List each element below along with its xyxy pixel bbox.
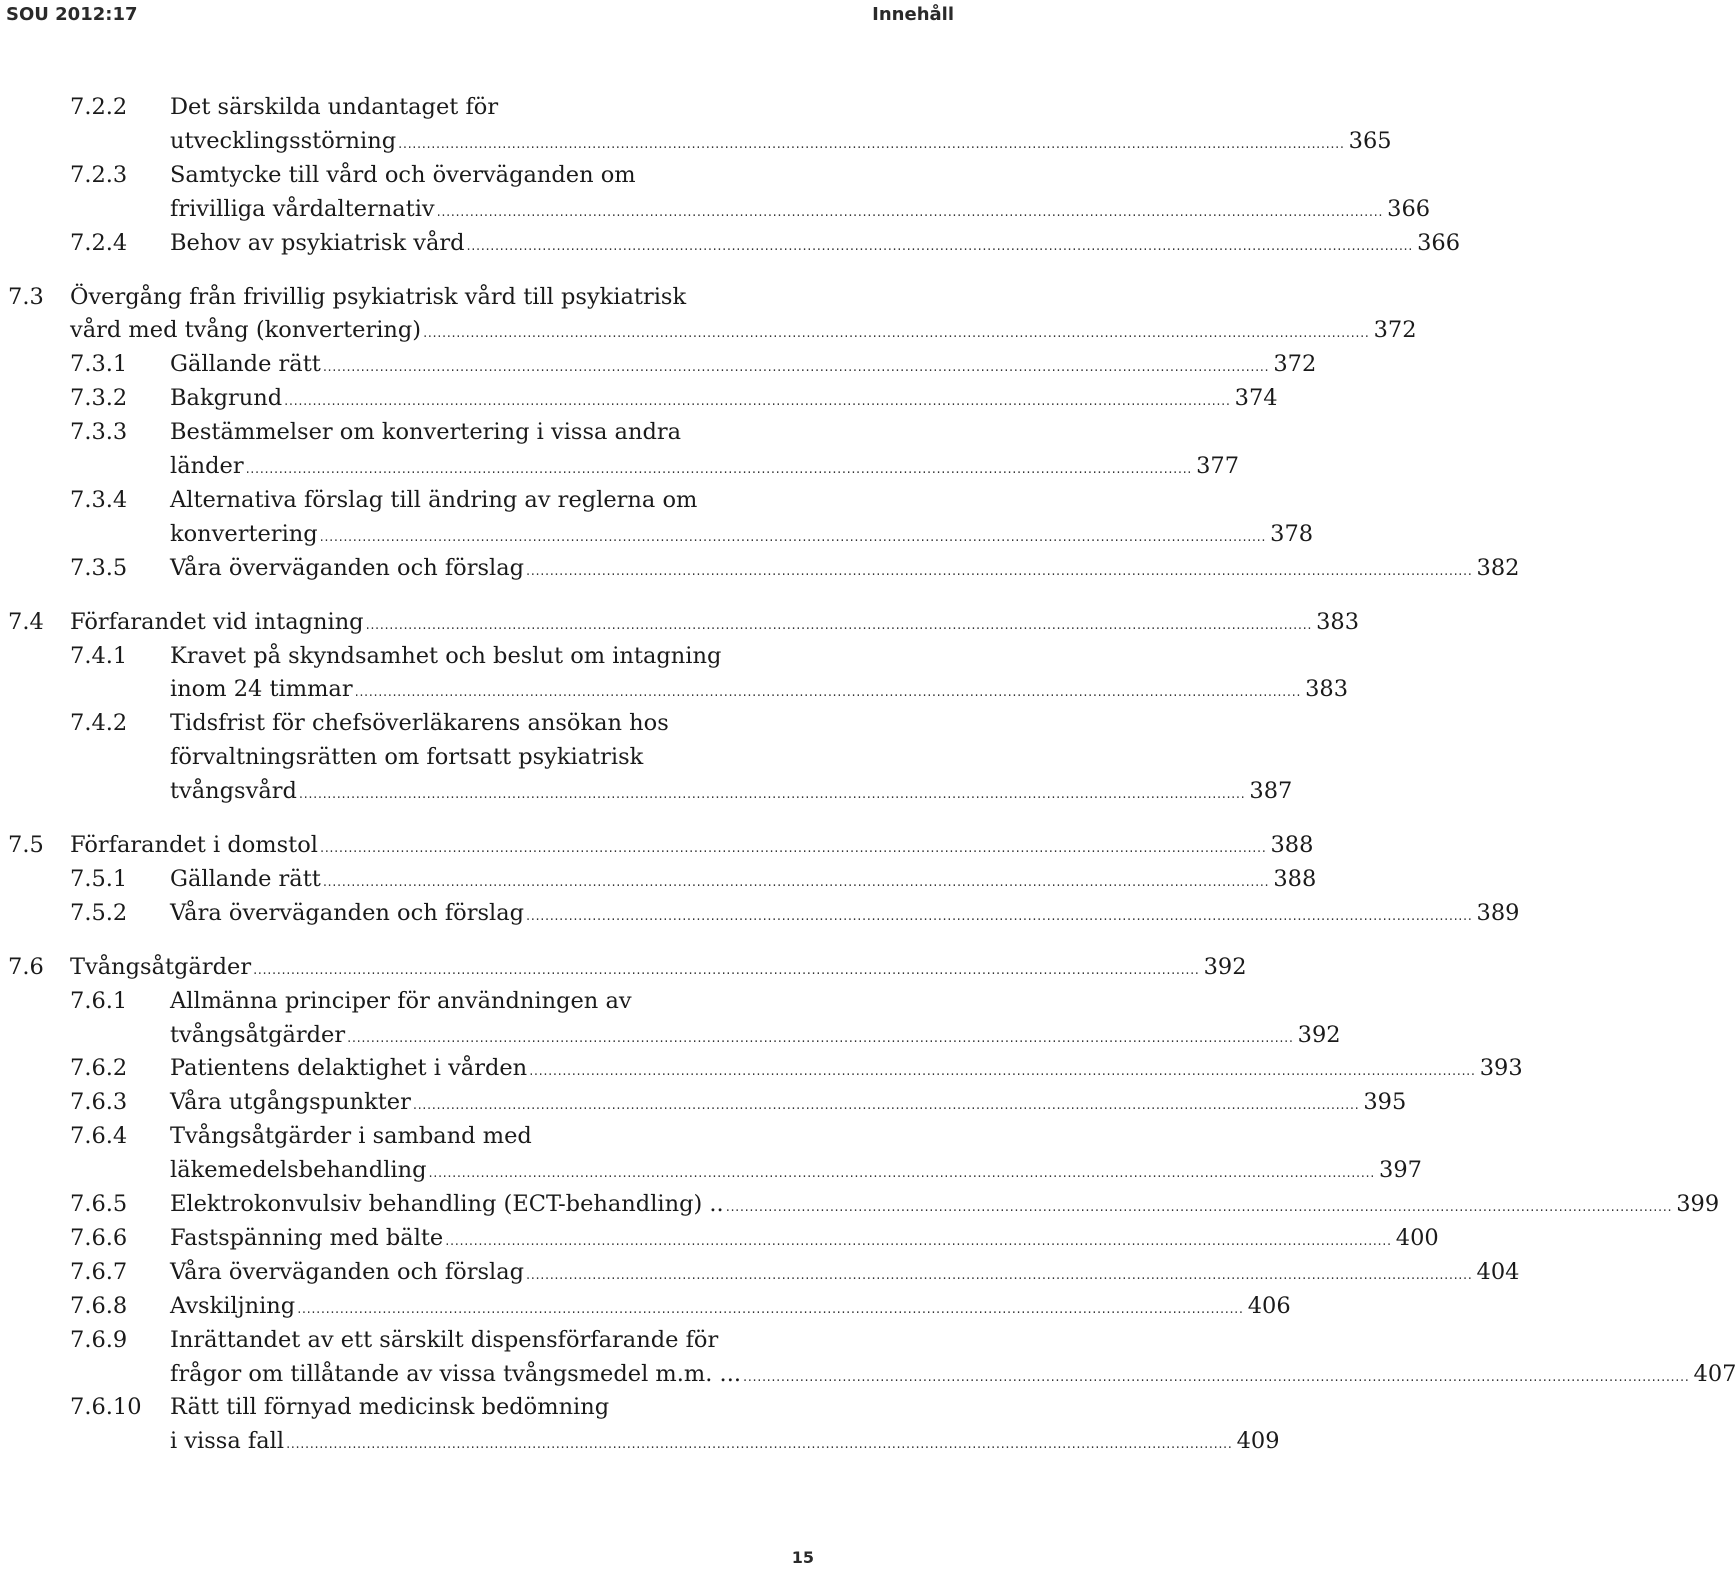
toc-entry-page: 382 xyxy=(1476,554,1520,581)
dot-leader: ........................................................................................................................................................................................................ xyxy=(725,1200,1673,1215)
toc-entry-title: Rätt till förnyad medicinsk bedömning xyxy=(170,1394,610,1421)
toc-entry-title: tvångsvård xyxy=(170,778,297,805)
dot-leader: ........................................................................................................................................................................................................ xyxy=(253,962,1200,978)
dot-leader: ........................................................................................................................................................................................................ xyxy=(445,1233,1392,1249)
dot-leader: ........................................................................................................................................................................................................ xyxy=(423,326,1370,342)
toc-entry-title: vård med tvång (konvertering) xyxy=(70,317,422,344)
toc-entry-number: 7.5.1 xyxy=(70,865,128,892)
toc-entry-last-line xyxy=(70,347,1317,381)
toc-entry-title: Bakgrund xyxy=(170,385,283,412)
toc-entry-title: frivilliga vårdalternativ xyxy=(170,195,435,222)
toc-entry-last-line xyxy=(170,449,1240,483)
toc-entry-number: 7.6.9 xyxy=(70,1326,128,1353)
toc-entry-page: 366 xyxy=(1417,229,1461,256)
dot-leader: ........................................................................................................................................................................................................ xyxy=(526,1267,1473,1283)
toc-entry-number: 7.6.4 xyxy=(70,1123,128,1150)
toc-entry-number: 7.3.2 xyxy=(70,385,128,412)
dot-leader: ........................................................................................................................................................................................................ xyxy=(526,563,1473,579)
toc-entry-line xyxy=(170,740,814,774)
toc-entry-title: Allmänna principer för användningen av xyxy=(170,987,632,1014)
toc-entry-title: Tvångsåtgärder xyxy=(70,953,252,980)
toc-entry-title: Elektrokonvulsiv behandling (ECT-behandling) .. xyxy=(170,1191,724,1217)
toc-entry-title: Förfarandet i domstol xyxy=(70,832,318,858)
toc-entry-number: 7.5 xyxy=(8,832,44,858)
toc-entry-number: 7.3.3 xyxy=(70,419,128,446)
toc-entry-title: frågor om tillåtande av vissa tvångsmedel m.m. ... xyxy=(170,1360,742,1387)
toc-entry-number: 7.6.3 xyxy=(70,1089,128,1116)
toc-entry-last-line xyxy=(70,551,1520,585)
dot-leader: ........................................................................................................................................................................................................ xyxy=(398,136,1345,152)
toc-entry-number: 7.3.4 xyxy=(70,486,128,513)
toc-entry-title: utvecklingsstörning xyxy=(170,127,397,154)
toc-entry-number: 7.2.4 xyxy=(70,229,128,256)
dot-leader: ........................................................................................................................................................................................................ xyxy=(284,394,1231,410)
toc-entry-last-line xyxy=(8,950,1247,984)
toc-entry-number: 7.6 xyxy=(8,953,44,980)
toc-entry-line xyxy=(70,639,814,673)
toc-entry-title: Kravet på skyndsamhet och beslut om intagning xyxy=(170,642,722,669)
toc-entry-last-line xyxy=(70,313,1417,347)
dot-leader: ........................................................................................................................................................................................................ xyxy=(412,1098,1360,1114)
toc-entry-last-line xyxy=(170,1018,1341,1052)
toc-entry-page: 392 xyxy=(1297,1021,1341,1048)
toc-entry-line xyxy=(8,280,814,314)
toc-entry-line xyxy=(70,1119,814,1153)
dot-leader: ........................................................................................................................................................................................................ xyxy=(286,1437,1233,1453)
toc-entry-page: 387 xyxy=(1249,778,1293,805)
toc-entry-title: Inrättandet av ett särskilt dispensförfarande för xyxy=(170,1326,719,1353)
toc-entry-last-line xyxy=(170,1357,1736,1391)
toc-entry-last-line xyxy=(70,1085,1407,1119)
toc-entry-last-line xyxy=(70,1221,1439,1255)
toc-entry-page: 377 xyxy=(1196,453,1240,479)
toc-entry-number: 7.5.2 xyxy=(70,899,128,926)
toc-entry-last-line xyxy=(170,124,1392,158)
dot-leader: ........................................................................................................................................................................................................ xyxy=(322,874,1270,890)
toc-entry-title: Våra överväganden och förslag xyxy=(170,899,525,926)
dot-leader: ........................................................................................................................................................................................................ xyxy=(365,617,1313,633)
toc-entry-page: 400 xyxy=(1395,1224,1439,1251)
toc-entry-page: 397 xyxy=(1379,1157,1422,1184)
toc-entry-page: 388 xyxy=(1273,865,1317,892)
dot-leader: ........................................................................................................................................................................................................ xyxy=(354,685,1302,701)
toc-entry-page: 409 xyxy=(1236,1428,1280,1455)
toc-entry-number: 7.6.5 xyxy=(70,1191,128,1217)
dot-leader: ........................................................................................................................................................................................................ xyxy=(436,204,1384,220)
dot-leader: ........................................................................................................................................................................................................ xyxy=(428,1166,1375,1182)
toc-entry-title: Samtycke till vård och överväganden om xyxy=(170,161,636,188)
toc-entry-last-line xyxy=(70,226,1461,260)
toc-entry-title: Övergång från frivillig psykiatrisk vård till psykiatrisk xyxy=(70,283,687,310)
toc-entry-page: 365 xyxy=(1348,127,1392,154)
dot-leader: ........................................................................................................................................................................................................ xyxy=(529,1064,1476,1080)
toc-entry-title: tvångsåtgärder xyxy=(170,1021,346,1048)
toc-entry-title: Tidsfrist för chefsöverläkarens ansökan hos xyxy=(170,710,669,737)
toc-entry-line xyxy=(70,1323,814,1357)
toc-entry-title: i vissa fall xyxy=(170,1428,285,1455)
toc-entry-number: 7.6.2 xyxy=(70,1055,128,1082)
toc-entry-title: förvaltningsrätten om fortsatt psykiatrisk xyxy=(170,744,644,771)
toc-entry-page: 366 xyxy=(1387,195,1431,222)
toc-entry-number: 7.6.8 xyxy=(70,1292,128,1319)
toc-entry-title: Behov av psykiatrisk vård xyxy=(170,229,465,256)
toc-entry-title: konvertering xyxy=(170,520,318,547)
toc-entry-page: 383 xyxy=(1305,676,1349,703)
toc-entry-last-line xyxy=(170,1424,1280,1458)
dot-leader: ........................................................................................................................................................................................................ xyxy=(526,908,1473,924)
toc-entry-number: 7.3.1 xyxy=(70,351,128,378)
toc-entry-last-line xyxy=(70,896,1520,930)
toc-entry-last-line xyxy=(170,192,1431,226)
toc-entry-page: 395 xyxy=(1363,1089,1407,1116)
toc-entry-page: 372 xyxy=(1373,317,1417,344)
toc-entry-last-line xyxy=(8,828,1314,862)
toc-entry-last-line xyxy=(8,605,1360,639)
toc-entry-last-line xyxy=(70,862,1317,896)
toc-entry-number: 7.3.5 xyxy=(70,554,128,581)
toc-entry-page: 406 xyxy=(1247,1292,1291,1319)
toc-entry-title: Det särskilda undantaget för xyxy=(170,94,499,120)
toc-entry-title: Våra överväganden och förslag xyxy=(170,554,525,581)
toc-entry-title: Förfarandet vid intagning xyxy=(70,608,364,635)
toc-entry-page: 392 xyxy=(1203,953,1247,980)
toc-entry-title: Patientens delaktighet i vården xyxy=(170,1055,528,1082)
toc-entry-line xyxy=(70,90,814,124)
dot-leader: ........................................................................................................................................................................................................ xyxy=(298,787,1246,803)
toc-entry-number: 7.2.2 xyxy=(70,94,128,120)
toc-entry-page: 389 xyxy=(1476,899,1520,926)
toc-entry-page: 393 xyxy=(1479,1055,1523,1082)
toc-entry-page: 374 xyxy=(1234,385,1278,412)
toc-entry-last-line xyxy=(170,1153,1422,1187)
toc-entry-title: länder xyxy=(170,453,244,479)
toc-entry-number: 7.3 xyxy=(8,283,44,310)
toc-entry-line xyxy=(70,1390,814,1424)
page-number: 15 xyxy=(791,1548,814,1567)
toc-entry-last-line xyxy=(170,517,1314,551)
toc-entry-last-line xyxy=(170,774,1293,808)
dot-leader: ........................................................................................................................................................................................................ xyxy=(245,462,1193,477)
running-header-left: SOU 2012:17 xyxy=(6,4,138,25)
toc-entry-title: Bestämmelser om konvertering i vissa andra xyxy=(170,419,682,446)
dot-leader: ........................................................................................................................................................................................................ xyxy=(319,841,1267,856)
toc-entry-page: 404 xyxy=(1476,1258,1520,1285)
toc-entry-last-line xyxy=(70,1255,1520,1289)
toc-entry-line xyxy=(70,158,814,192)
toc-entry-title: Gällande rätt xyxy=(170,351,321,378)
toc-entry-page: 399 xyxy=(1676,1191,1720,1217)
toc-entry-title: inom 24 timmar xyxy=(170,676,353,703)
toc-entry-last-line xyxy=(70,1187,1720,1221)
toc-entry-number: 7.6.6 xyxy=(70,1224,128,1251)
toc-entry-title: Fastspänning med bälte xyxy=(170,1224,444,1251)
toc-entry-last-line xyxy=(70,1289,1291,1323)
toc-entry-title: Avskiljning xyxy=(170,1292,296,1319)
toc-entry-number: 7.4 xyxy=(8,608,44,635)
toc-entry-line xyxy=(70,483,814,517)
dot-leader: ........................................................................................................................................................................................................ xyxy=(319,529,1267,545)
dot-leader: ........................................................................................................................................................................................................ xyxy=(466,238,1414,254)
dot-leader: ........................................................................................................................................................................................................ xyxy=(322,360,1270,376)
dot-leader: ........................................................................................................................................................................................................ xyxy=(347,1030,1294,1046)
toc-entry-page: 372 xyxy=(1273,351,1317,378)
toc-entry-line xyxy=(70,984,814,1018)
toc-entry-last-line xyxy=(70,381,1278,415)
toc-entry-title: Våra överväganden och förslag xyxy=(170,1258,525,1285)
toc-entry-title: läkemedelsbehandling xyxy=(170,1157,427,1184)
toc-entry-page: 378 xyxy=(1270,520,1314,547)
toc-entry-number: 7.6.7 xyxy=(70,1258,128,1285)
running-header-right: Innehåll xyxy=(872,4,954,25)
toc-entry-page: 407 xyxy=(1693,1360,1736,1387)
toc-entry-page: 388 xyxy=(1270,832,1314,858)
toc-entry-number: 7.6.10 xyxy=(70,1394,142,1421)
toc-entry-page: 383 xyxy=(1316,608,1360,635)
toc-entry-last-line xyxy=(170,672,1349,706)
toc-entry-title: Våra utgångspunkter xyxy=(170,1089,411,1116)
toc-entry-line xyxy=(70,706,814,740)
dot-leader: ........................................................................................................................................................................................................ xyxy=(297,1301,1244,1317)
toc-entry-number: 7.4.1 xyxy=(70,642,128,669)
toc-entry-last-line xyxy=(70,1051,1523,1085)
toc-entry-title: Gällande rätt xyxy=(170,865,321,892)
toc-entry-number: 7.4.2 xyxy=(70,710,128,737)
toc-entry-title: Alternativa förslag till ändring av reglerna om xyxy=(170,486,698,513)
toc-entry-line xyxy=(70,415,814,449)
toc-entry-number: 7.6.1 xyxy=(70,987,128,1014)
toc-entry-number: 7.2.3 xyxy=(70,161,128,188)
toc-entry-title: Tvångsåtgärder i samband med xyxy=(170,1123,532,1150)
dot-leader: ........................................................................................................................................................................................................ xyxy=(743,1369,1690,1385)
